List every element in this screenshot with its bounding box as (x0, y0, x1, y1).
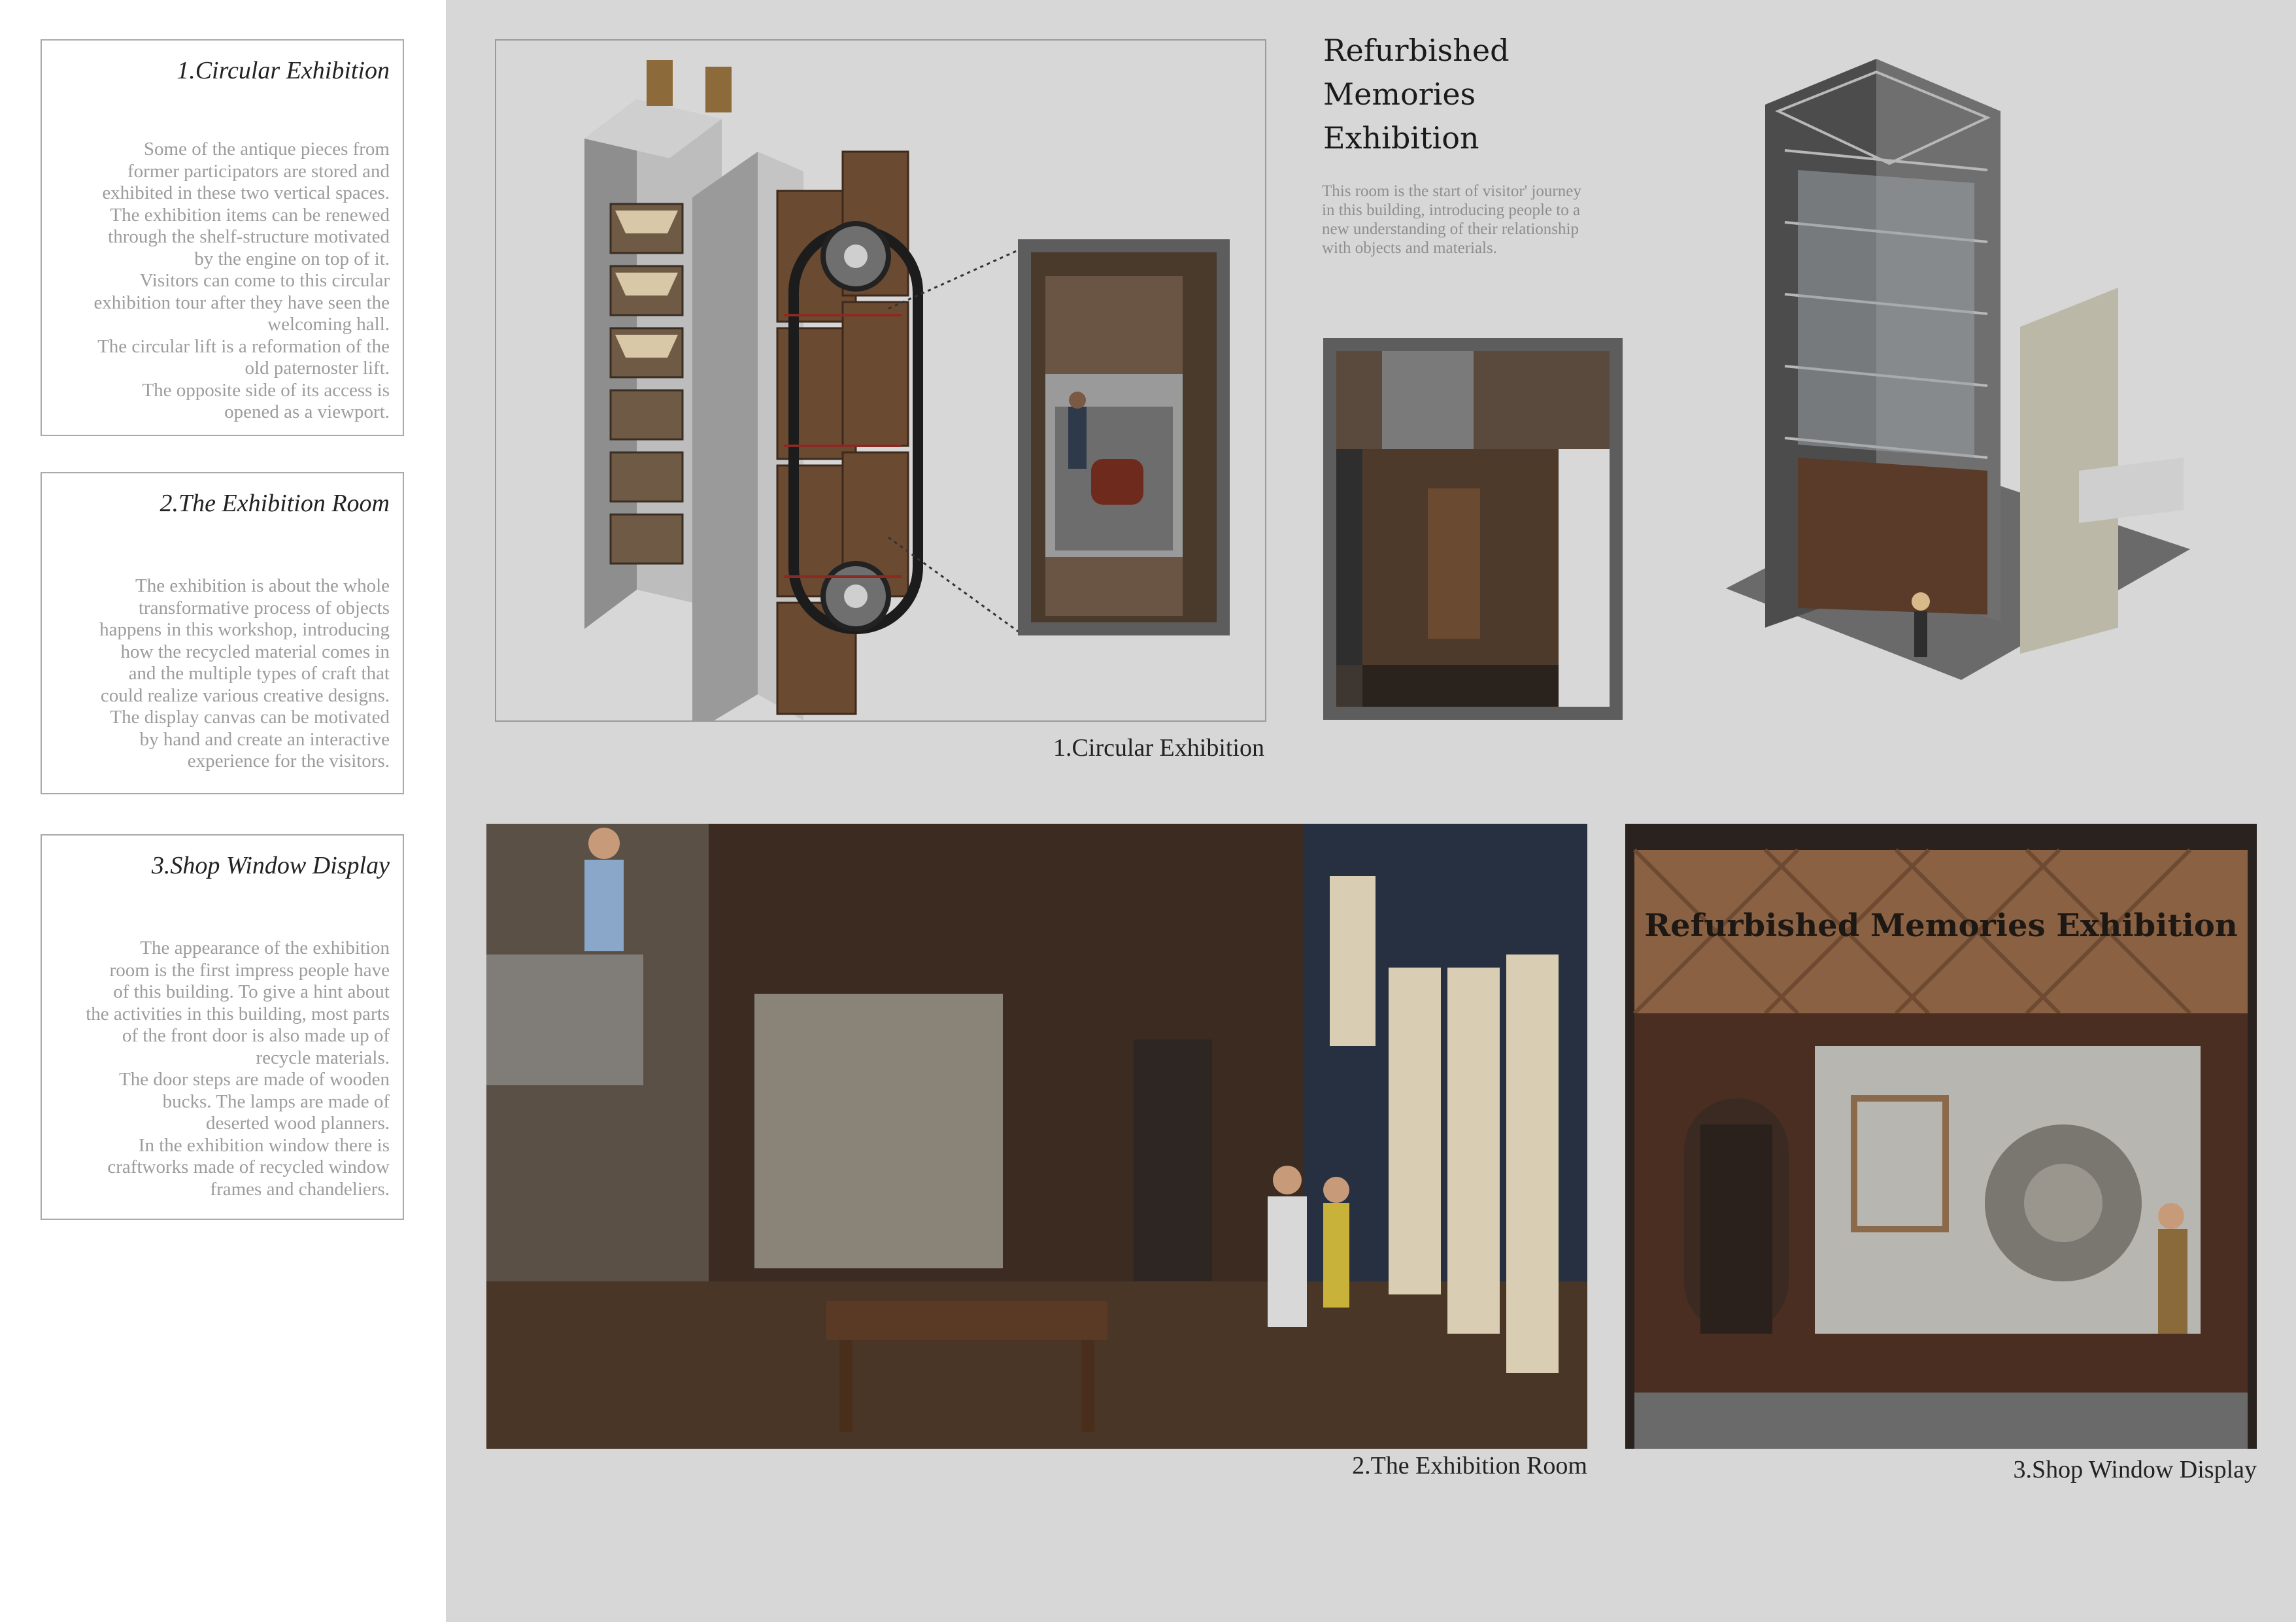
note-body: The appearance of the exhibition room is the first impress people have of this building. To give a hint about the activities in this building, most parts of the front door is also made up of recycle materials. The door steps are made of wooden bucks. The lamps are made of deserted wood planners. In the exhibition window there is craftworks made of recycled window frames and chandeliers. (86, 938, 390, 1200)
caption-exhibition-room: 2.The Exhibition Room (1352, 1452, 1587, 1479)
note-body: The exhibition is about the whole transformative process of objects happens in this workshop, introducing how the recycled material comes in and the multiple types of craft that could realize various creative designs. The display canvas can be motivated by hand and create an interactive experience for the visitors. (99, 575, 390, 771)
caption-circular-exhibition: 1.Circular Exhibition (1053, 734, 1264, 762)
circular-exhibition-drawing (495, 39, 1266, 722)
plan-view-drawing (1323, 338, 1623, 720)
shop-sign-text: Refurbished Memories Exhibition (1644, 907, 2238, 944)
exhibition-room-render (486, 824, 1587, 1449)
note-exhibition-room (41, 472, 404, 794)
note-heading: 3.Shop Window Display (151, 852, 390, 879)
caption-shop-window: 3.Shop Window Display (2013, 1456, 2257, 1483)
note-heading: 1.Circular Exhibition (177, 57, 390, 84)
page-title: Refurbished Memories Exhibition (1323, 33, 1510, 156)
note-body: Some of the antique pieces from former participators are stored and exhibited in these two vertical spaces. The exhibition items can be renewed through the shelf-structure motivated by the engine on top of it. Visitors can come to this circular exhibition tour after they have seen the welcoming hall. The circular lift is a reformation of the old paternoster lift. The opposite side of its access is opened as a viewport. (93, 139, 390, 422)
shop-window-render (1625, 824, 2257, 1449)
sidebar (0, 0, 446, 1622)
note-heading: 2.The Exhibition Room (160, 490, 390, 517)
intro-text: This room is the start of visitor' journey in this building, introducing people to a new understanding of their relationship with objects and materials. (1322, 182, 1581, 257)
isometric-tower-drawing (1713, 52, 2203, 726)
note-shop-window (41, 834, 404, 1220)
note-circular-exhibition (41, 39, 404, 436)
paternoster-lift-illustration (496, 41, 1265, 720)
